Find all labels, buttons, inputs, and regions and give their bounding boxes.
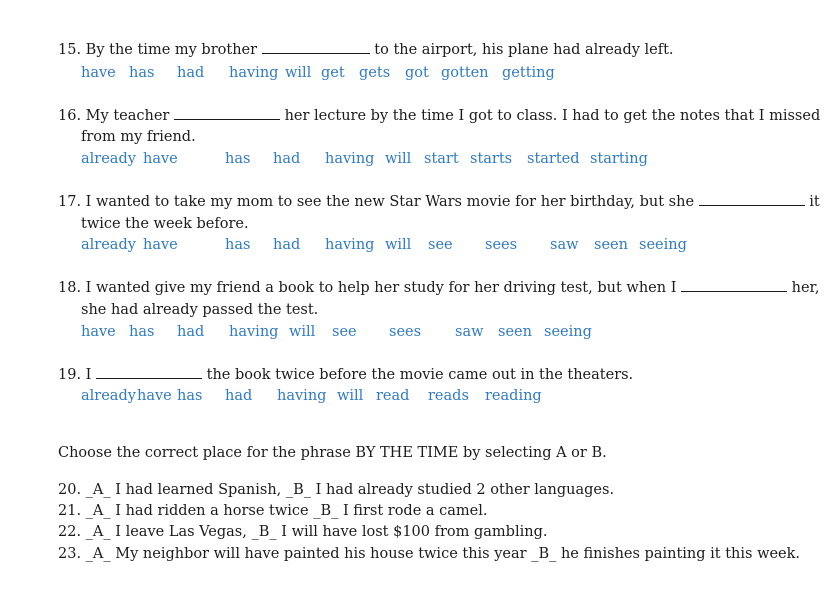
option-16-5[interactable]: having bbox=[325, 151, 375, 167]
option-18-10[interactable]: seeing bbox=[544, 324, 592, 340]
question-15 bbox=[58, 41, 674, 59]
option-17-5[interactable]: having bbox=[325, 237, 375, 253]
option-15-1[interactable]: have bbox=[81, 65, 116, 81]
option-17-4[interactable]: had bbox=[273, 237, 301, 253]
option-15-6[interactable]: get bbox=[321, 65, 345, 81]
exercise-item-22: 22. _A_ I leave Las Vegas, _B_ I will have lost $100 from gambling. bbox=[58, 524, 548, 540]
question-15-prefix: 15. By the time my brother bbox=[58, 42, 258, 58]
option-18-7[interactable]: sees bbox=[389, 324, 422, 340]
question-17-suffix: it bbox=[809, 194, 820, 210]
option-16-6[interactable]: will bbox=[385, 151, 412, 167]
exercise-item-23: 23. _A_ My neighbor will have painted his house twice this year _B_ he finishes painting it this week. bbox=[58, 546, 801, 562]
option-15-3[interactable]: had bbox=[177, 65, 205, 81]
option-17-6[interactable]: will bbox=[385, 237, 412, 253]
option-16-1[interactable]: already bbox=[81, 151, 136, 167]
option-19-9[interactable]: reading bbox=[485, 388, 542, 404]
question-18 bbox=[58, 279, 820, 297]
option-17-7[interactable]: see bbox=[428, 237, 453, 253]
option-16-4[interactable]: had bbox=[273, 151, 301, 167]
option-18-6[interactable]: see bbox=[332, 324, 357, 340]
option-19-2[interactable]: have bbox=[137, 388, 172, 404]
option-17-8[interactable]: sees bbox=[485, 237, 518, 253]
question-16-prefix: 16. My teacher bbox=[58, 108, 170, 124]
option-17-2[interactable]: have bbox=[143, 237, 178, 253]
question-19-prefix: 19. I bbox=[58, 367, 92, 383]
exercise-item-21: 21. _A_ I had ridden a horse twice _B_ I first rode a camel. bbox=[58, 503, 488, 519]
option-19-3[interactable]: has bbox=[177, 388, 203, 404]
option-16-9[interactable]: started bbox=[527, 151, 580, 167]
option-18-1[interactable]: have bbox=[81, 324, 116, 340]
question-15-suffix: to the airport, his plane had already left. bbox=[374, 42, 674, 58]
option-15-8[interactable]: got bbox=[405, 65, 429, 81]
option-15-2[interactable]: has bbox=[129, 65, 155, 81]
option-19-5[interactable]: having bbox=[277, 388, 327, 404]
option-15-7[interactable]: gets bbox=[359, 65, 391, 81]
option-18-8[interactable]: saw bbox=[455, 324, 484, 340]
question-16-suffix: her lecture by the time I got to class. I had to get the notes that I missed bbox=[284, 108, 821, 124]
answer-blank-17[interactable] bbox=[699, 193, 805, 206]
question-16-line-2: from my friend. bbox=[81, 129, 196, 145]
option-17-9[interactable]: saw bbox=[550, 237, 579, 253]
question-17-line-2: twice the week before. bbox=[81, 216, 249, 232]
question-19 bbox=[58, 366, 633, 384]
option-16-2[interactable]: have bbox=[143, 151, 178, 167]
exercise-item-20: 20. _A_ I had learned Spanish, _B_ I had already studied 2 other languages. bbox=[58, 482, 615, 498]
option-19-1[interactable]: already bbox=[81, 388, 136, 404]
answer-blank-18[interactable] bbox=[681, 279, 787, 292]
option-17-11[interactable]: seeing bbox=[639, 237, 687, 253]
options-16 bbox=[81, 150, 661, 168]
option-19-8[interactable]: reads bbox=[428, 388, 469, 404]
option-16-10[interactable]: starting bbox=[590, 151, 648, 167]
question-18-line-2: she had already passed the test. bbox=[81, 302, 319, 318]
option-18-5[interactable]: will bbox=[289, 324, 316, 340]
option-16-3[interactable]: has bbox=[225, 151, 251, 167]
option-19-6[interactable]: will bbox=[337, 388, 364, 404]
answer-blank-15[interactable] bbox=[262, 41, 370, 54]
options-19 bbox=[81, 387, 601, 405]
option-18-2[interactable]: has bbox=[129, 324, 155, 340]
question-17 bbox=[58, 193, 820, 211]
options-17 bbox=[81, 236, 701, 254]
option-18-9[interactable]: seen bbox=[498, 324, 532, 340]
option-17-10[interactable]: seen bbox=[594, 237, 628, 253]
question-19-suffix: the book twice before the movie came out in the theaters. bbox=[206, 367, 634, 383]
options-15 bbox=[81, 64, 641, 82]
option-16-8[interactable]: starts bbox=[470, 151, 513, 167]
answer-blank-19[interactable] bbox=[96, 366, 202, 379]
option-15-10[interactable]: getting bbox=[502, 65, 555, 81]
question-16 bbox=[58, 107, 820, 125]
option-18-4[interactable]: having bbox=[229, 324, 279, 340]
answer-blank-16[interactable] bbox=[174, 107, 280, 120]
option-15-9[interactable]: gotten bbox=[441, 65, 489, 81]
question-18-suffix: her, bbox=[791, 280, 820, 296]
options-18 bbox=[81, 323, 641, 341]
option-17-3[interactable]: has bbox=[225, 237, 251, 253]
question-17-prefix: 17. I wanted to take my mom to see the new Star Wars movie for her birthday, but she bbox=[58, 194, 695, 210]
option-19-4[interactable]: had bbox=[225, 388, 253, 404]
option-16-7[interactable]: start bbox=[424, 151, 459, 167]
option-15-4[interactable]: having bbox=[229, 65, 279, 81]
option-17-1[interactable]: already bbox=[81, 237, 136, 253]
instruction-text: Choose the correct place for the phrase BY THE TIME by selecting A or B. bbox=[58, 445, 607, 461]
option-19-7[interactable]: read bbox=[376, 388, 410, 404]
option-15-5[interactable]: will bbox=[285, 65, 312, 81]
option-18-3[interactable]: had bbox=[177, 324, 205, 340]
question-18-prefix: 18. I wanted give my friend a book to help her study for her driving test, but when I bbox=[58, 280, 677, 296]
